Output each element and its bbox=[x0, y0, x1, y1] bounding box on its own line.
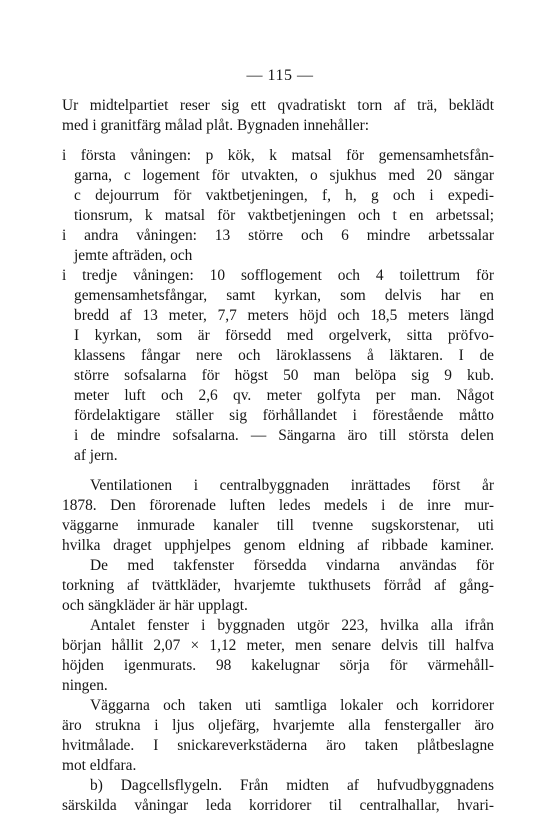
text-line: fördelaktigare ställer sig förhållandet i förestående måtto bbox=[74, 407, 494, 424]
text-line: tionsrum, k matsal för vaktbetjeningen och t en arbetssal; bbox=[74, 207, 494, 224]
text-line: Väggarna och taken uti samtliga lokaler och korridorer bbox=[90, 697, 494, 714]
text-line: garna, c logement för utvakten, o sjukhus med 20 sängar bbox=[74, 167, 494, 184]
text-line: äro strukna i ljus oljefärg, hvarjemte alla fenstergaller äro bbox=[62, 717, 494, 734]
text-line: hvilka draget upphjelpes genom eldning af ribbade kaminer. bbox=[62, 537, 494, 554]
text-line: mot eldfara. bbox=[62, 757, 137, 774]
text-line: af jern. bbox=[74, 447, 118, 464]
text-line: hvitmålade. I snickareverkstäderna äro taken plåtbeslagne bbox=[62, 737, 494, 754]
text-line: gemensamhetsfångar, samt kyrkan, som delvis har en bbox=[74, 287, 494, 304]
text-line: klassens fångar nere och läroklassens å läktaren. I de bbox=[74, 347, 494, 364]
text-line: b) Dagcellsflygeln. Från midten af hufvudbyggnadens bbox=[90, 777, 494, 794]
text-line: i första våningen: p kök, k matsal för gemensamhetsfån- bbox=[62, 147, 494, 164]
text-line: 1878. Den förorenade luften ledes medels i de inre mur- bbox=[62, 497, 494, 514]
text-line: i tredje våningen: 10 sofflogement och 4 toilettrum för bbox=[62, 267, 494, 284]
text-line: i andra våningen: 13 större och 6 mindre arbetssalar bbox=[62, 227, 494, 244]
text-line: Ventilationen i centralbyggnaden inrättades först år bbox=[90, 477, 494, 494]
text-line: större sofsalarna för högst 50 man belöpa sig 9 kub. bbox=[74, 367, 494, 384]
text-line: I kyrkan, som är försedd med orgelverk, sitta pröfvo- bbox=[74, 327, 494, 344]
text-line: i de mindre sofsalarna. — Sängarna äro till största delen bbox=[74, 427, 494, 444]
page-number: — 115 — bbox=[246, 67, 314, 84]
text-line: och sängkläder är här upplagt. bbox=[62, 597, 248, 614]
text-line: bredd af 13 meter, 7,7 meters höjd och 18,5 meters längd bbox=[74, 307, 494, 324]
text-line: jemte afträden, och bbox=[74, 247, 193, 264]
text-line: De med takfenster försedda vindarna användas för bbox=[90, 557, 494, 574]
text-line: med i granitfärg målad plåt. Bygnaden innehåller: bbox=[62, 117, 370, 134]
text-line: höjden igenmurats. 98 kakelugnar sörja för värmehåll- bbox=[62, 657, 494, 674]
text-line: början hållit 2,07 × 1,12 meter, men senare delvis till halfva bbox=[62, 637, 494, 654]
text-line: ningen. bbox=[62, 677, 108, 694]
text-line: Antalet fenster i byggnaden utgör 223, hvilka alla ifrån bbox=[90, 617, 494, 634]
text-line: c dejourrum för vaktbetjeningen, f, h, g och i expedi- bbox=[74, 187, 494, 204]
text-line: Ur midtelpartiet reser sig ett qvadratiskt torn af trä, beklädt bbox=[62, 97, 494, 114]
text-line: särskilda våningar leda korridorer til centralhallar, hvari- bbox=[62, 797, 494, 814]
text-line: meter luft och 2,6 qv. meter golfyta per man. Något bbox=[74, 387, 494, 404]
text-line: torkning af tvättkläder, hvarjemte tukthusets förråd af gång- bbox=[62, 577, 494, 594]
text-line: väggarne inmurade kanaler till tvenne sugskorstenar, uti bbox=[62, 517, 494, 534]
body-text bbox=[62, 96, 494, 816]
